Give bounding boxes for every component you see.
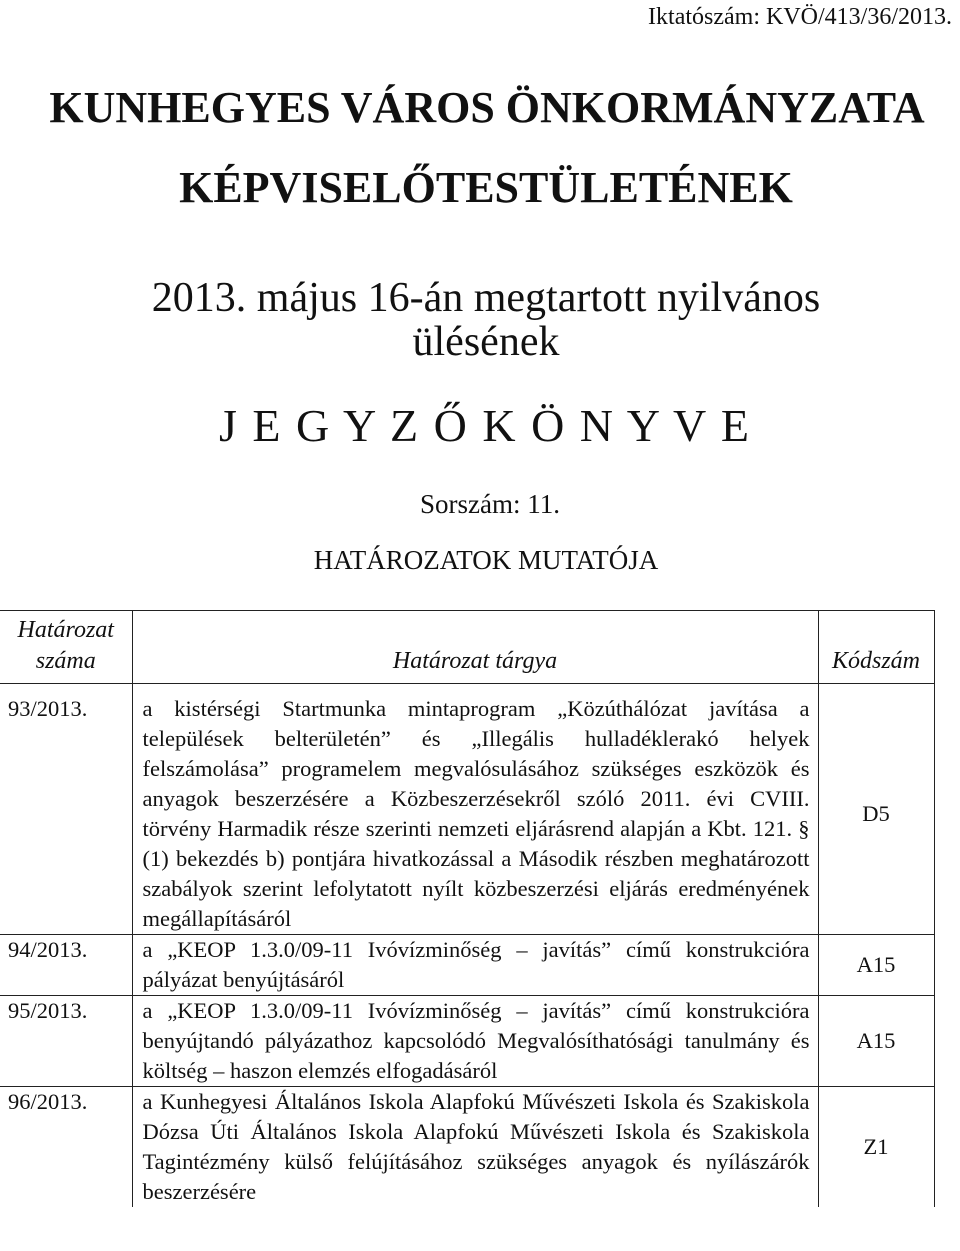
resolution-code: A15 [818, 996, 934, 1087]
resolution-number: 93/2013. [8, 696, 88, 721]
resolution-subject: a „KEOP 1.3.0/09-11 Ivóvízminőség – javítás” című konstrukcióra pályázat benyújtásáról [132, 935, 818, 996]
resolution-subject: a Kunhegyesi Általános Iskola Alapfokú Művészeti Iskola és Szakiskola Dózsa Úti Általános Iskola Alapfokú Művészeti Iskola és Szakiskola Tagintézmény külső felújításához szükséges anyagok és nyílászárók beszerzésére [132, 1087, 818, 1208]
column-header-number-line1: Határozat [17, 617, 114, 643]
resolution-subject: a kistérségi Startmunka mintaprogram „Közúthálózat javítása a települések belterületén” és „Illegális hulladéklerakó helyek felszámolása” programelem megvalósulásához szükséges eszközök és anyagok beszerzésére a Közbeszerzésekről szóló 2011. évi CVIII. törvény Harmadik része szerinti nemzeti eljárásrend alapján a Kbt. 121. § (1) bekezdés b) pontjára hivatkozással a Második részben meghatározott szabályok szerint lefolytatott nyílt közbeszerzési eljárás eredményének megállapításáról [132, 684, 818, 935]
table-row [0, 935, 934, 996]
resolution-code: D5 [818, 684, 934, 935]
resolution-number: 96/2013. [0, 1087, 132, 1208]
resolutions-index-table [0, 610, 935, 1207]
resolutions-index-title: HATÁROZATOK MUTATÓJA [313, 545, 659, 575]
resolution-code: Z1 [818, 1087, 934, 1208]
table-header-row [0, 611, 934, 684]
minutes-heading: J E G Y Z Ő K Ö N Y V E [219, 400, 751, 451]
serial-number: Sorszám: 11. [420, 489, 560, 519]
meeting-type-line: ülésének [412, 319, 560, 365]
resolution-code: A15 [818, 935, 934, 996]
council-title-line1: KUNHEGYES VÁROS ÖNKORMÁNYZATA [49, 83, 925, 132]
table-row [0, 996, 934, 1087]
resolution-number: 94/2013. [0, 935, 132, 996]
resolution-number: 95/2013. [0, 996, 132, 1087]
column-header-subject: Határozat tárgya [132, 611, 818, 684]
reference-number: Iktatószám: KVÖ/413/36/2013. [648, 4, 952, 30]
column-header-number [0, 611, 132, 684]
meeting-date-line: 2013. május 16-án megtartott nyilvános [151, 275, 821, 321]
resolution-subject: a „KEOP 1.3.0/09-11 Ivóvízminőség – javítás” című konstrukcióra benyújtandó pályázathoz kapcsolódó Megvalósíthatósági tanulmány és költség – haszon elemzés elfogadásáról [132, 996, 818, 1087]
table-row [0, 1087, 934, 1208]
table-row [0, 684, 934, 935]
column-header-number-line2: száma [35, 648, 96, 674]
council-title-line2: KÉPVISELŐTESTÜLETÉNEK [179, 163, 793, 212]
column-header-code: Kódszám [818, 611, 934, 684]
